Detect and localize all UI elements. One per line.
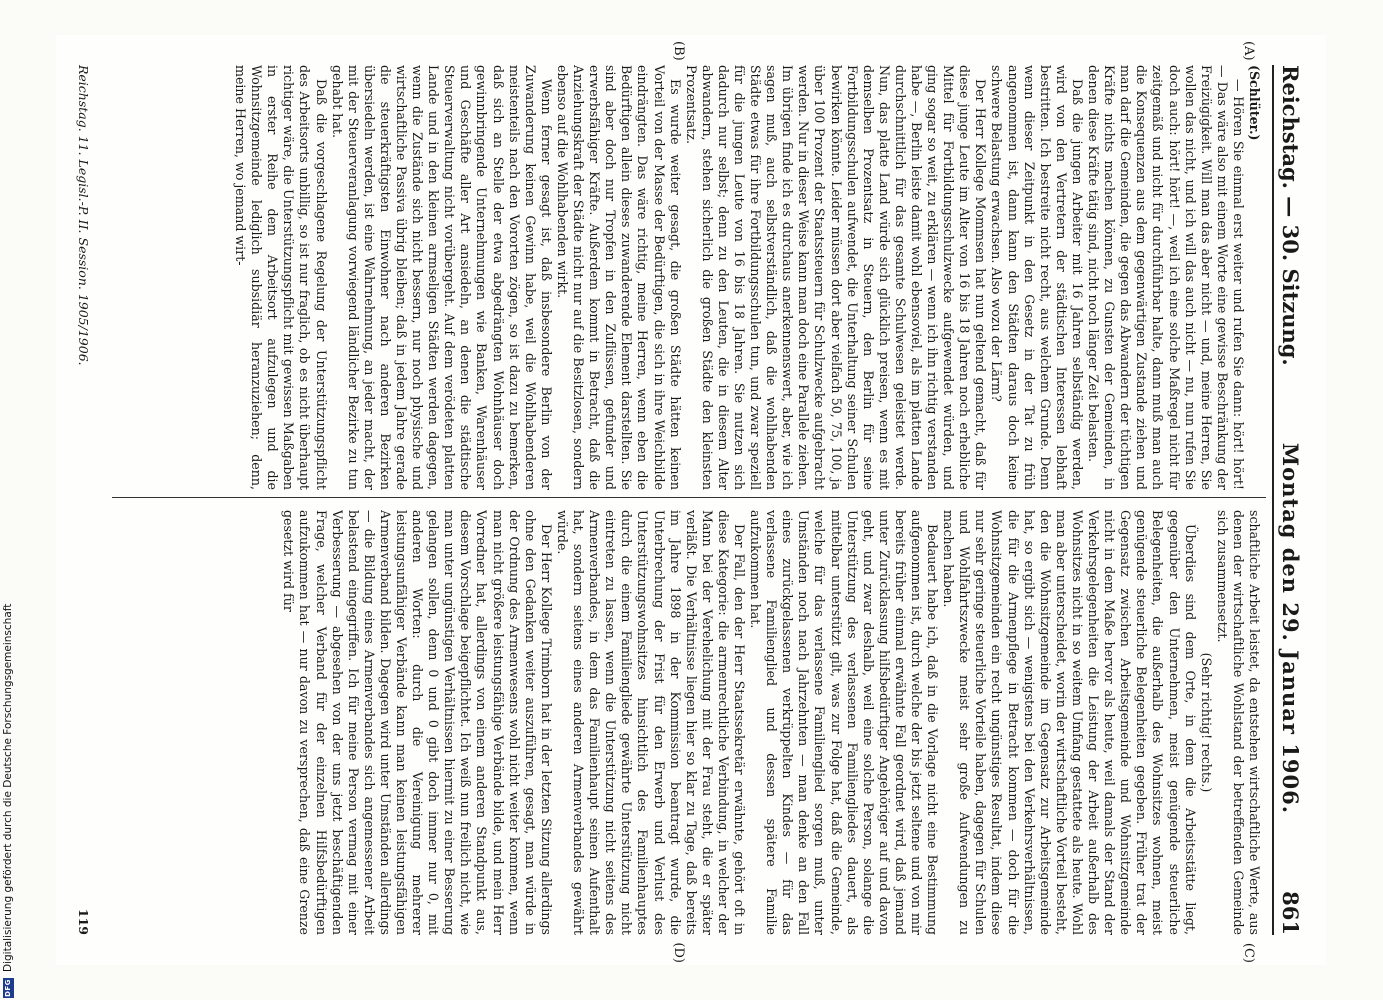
header-date: Montag den 29. Januar 1906. xyxy=(1278,442,1304,815)
margin-letter-a: (A) xyxy=(1241,41,1256,61)
paragraph: Daß die vorgeschlagene Regelung der Unterstützungspflicht des Arbeitsorts unbillig, so ist nur fraglich, ob es nicht überhaupt richtiger wäre, die Unterstützungspflicht mit gewissen Maßgaben in erster Reihe dem Arbeitsort aufzulegen und die Wohnsitzgemeinde lediglich subsidiär heranzuziehen; denn, meine Herren, wo jemand wirt- xyxy=(233,65,329,490)
header-session: Reichstag. — 30. Sitzung. xyxy=(1278,65,1304,366)
rotated-newspaper-page xyxy=(56,35,1326,965)
digitization-attribution xyxy=(2,568,14,998)
margin-letter-c: (C) xyxy=(1241,942,1256,963)
paragraph: schaftliche Arbeit leistet, da entstehen wirtschaftliche Werte, aus denen der wirtschaftliche Wohlstand der betreffenden Gemeinde sich zusammensetzt. xyxy=(1214,510,1262,935)
paragraph: Der Fall, den der Herr Staatssekretär erwähnte, gehört oft in diese Kategorie: die armenrechtliche Verbindung, in welcher der Mann bei der Verehelichung mit der Frau steht, die er später verläßt. Die Verhältnisse liegen hier so klar zu Tage, daß bereits im Jahre 1898 in der Kommission beantragt wurde, die Unterbrechung der Frist für den Erwerb und Verlust des Unterstützungswohnsitzes hinsichtlich des Familienhauptes durch die einem Familiengliede gewährte Unterstützung nicht eintreten zu lassen, wenn die Unterstützung nicht seitens des Armenverbandes, in dem das Familienhaupt seinen Aufenthalt hat, sondern seitens eines anderen Armenverbandes gewährt würde. xyxy=(554,510,747,935)
paragraph: — Hören Sie einmal erst weiter und rufen Sie dann: hört! hört! — Das wäre also mit einem Worte eine gewisse Beschränkung der Freizügigkeit. Will man das aber nicht — und, meine Herren, Sie wollen das nicht, und ich will das auch nicht — nu, nun rufen Sie doch auch: hört! hört! —, weil ich eine solche Maßregel nicht für zeitgemäß und nicht für durchführbar halte, dann muß man auch die Konsequenzen aus dem gegenwärtigen Zustande ziehen und man darf die Gemeinden, die gegen das Abwandern der tüchtigen Kräfte nichts machen können, zu Gunsten der Gemeinden, in denen diese Kräfte tätig sind, nicht noch länger Zeit belasten. xyxy=(1086,65,1246,490)
dfg-logo-icon: DFG xyxy=(3,979,12,997)
paragraph: Daß die jungen Arbeiter mit 16 Jahren selbständig werden, wird von den Vertretern der städtischen Interessen lebhaft bestritten. Ich bestreite nicht recht, aus welchem Grunde. Denn wenn dieser Zeitpunkt in den Gesetz in der Tat zu früh angenommen ist, dann kann den Städten daraus doch keine schwere Belastung erwachsen. Also wozu der Lärm? xyxy=(989,65,1085,490)
footer-page-number: 119 xyxy=(76,908,92,935)
attribution-text: Digitalisierung gefördert durch die Deutsche Forschungsgemeinschaft xyxy=(2,603,14,972)
page-footer xyxy=(74,65,94,935)
page-header xyxy=(1272,65,1308,935)
paragraph: Der Herr Kollege Mommsen hat nun geltend gemacht, daß für diese junge Leute im Alter von 16 bis 18 Jahren noch erhebliche Mittel für Fortbildungsschulzwecke aufgewendet würden, und ging sogar so weit, zu erklären — wenn ich ihn richtig verstanden habe —, Berlin leiste damit wohl ebensoviel, als im platten Lande durchschnittlich für das gesamte Schulwesen geleistet werde. Nun, das platte Land würde sich glücklich preisen, wenn es mit demselben Prozentsatz in Steuern, den Berlin für seine Fortbildungsschulen aufwendet, die Unterhaltung seiner Schulen bewirken könnte. Leider müssen dort aber vielfach 50, 75, 100, ja über 100 Prozent der Staatssteuern für Schulzwecke aufgebracht werden. Nur in dieser Weise kann man doch eine Parallele ziehen. Im übrigen finde ich es durchaus anerkennenswert, aber, wie ich sagen muß, auch selbstverständlich, daß die wohlhabenden Städte etwas für ihre Fortbildungsschulen tun, und zwar speziell für die jungen Leute von 16 bis 18 Jahren. Sie nutzen sich dadurch nur selbst; denn zu den Leuten, die in diesem Alter abwandern, stehen sicherlich die großen Städte den kleinsten Prozentsatz. xyxy=(683,65,989,490)
text-column-left xyxy=(110,65,1262,490)
text-column-right xyxy=(110,510,1262,935)
header-page-number: 861 xyxy=(1278,891,1304,935)
margin-letter-d: (D) xyxy=(671,942,686,963)
paragraph: Bedauert habe ich, daß in die Vorlage nicht eine Bestimmung aufgenommen ist, durch welche der bis jetzt seltene und von mir bereits früher einmal erwähnte Fall geordnet wird, daß jemand unter Zurücklassung hilfsbedürftiger Angehöriger auf und davon geht, und zwar deshalb, weil eine solche Person, solange die Unterstützung des verlassenen Familiengliedes dauert, als mittelbar unterstützt gilt, was zur Folge hat, daß die Gemeinde, welche für das verlassene Familienglied sorgen muß, unter Umständen noch nach Jahrzehnten — man denke an den Fall eines zurückgelassenen verkrüppelten Kindes — für das verlassene Familienglied und dessen spätere Familie aufzukommen hat. xyxy=(748,510,941,935)
interjection: (Sehr richtig! rechts.) xyxy=(1198,652,1214,793)
margin-letter-b: (B) xyxy=(671,41,686,61)
paragraph: Wenn ferner gesagt ist, daß insbesondere Berlin von der Zuwanderung keinen Gewinn habe, weil die Wohlhabenderen meistenteils nach den Vororten zögen, so ist dazu zu bemerken, daß sich an Stelle der etwa abgedrängten Wohnhäuser doch gewinnbringende Unternehmungen wie Banken, Warenhäuser und Geschäfte aller Art ansiedeln, an denen die städtische Steuerverwaltung nicht vorübergeht. Auf dem verödeten platten Lande und in den kleinen armseligen Städten werden dagegen, wenn die Zustände sich nicht bessern, nur noch physische und wirtschaftliche Passiva übrig bleiben; daß in jedem Jahre gerade die steuerkräftigsten Einwohner nach anderen Bezirken übersiedeln werden, ist eine Wahrnehmung, an jeder macht, der mit der Steuerveranlagung vorwiegend ländlicher Bezirke zu tun gehabt hat. xyxy=(329,65,554,490)
paragraph: Es wurde weiter gesagt, die großen Städte hätten keinen Vorteil von der Masse der Bedürftigen, die sich in ihre Weichbilde eindrängten. Das wäre richtig, meine Herren, wenn eben die Bedürftigen allein dieses zuwanderende Element darstellten. Sie sind aber doch nur Tropfen in den Zuflüssen, gefunder und erwerbsfähiger Kräfte. Außerdem kommt in Betracht, daß die Anziehungskraft der Städte nicht nur auf die Besitzlosen, sondern ebenso auf die Wohlhabenden wirkt. xyxy=(554,65,683,490)
footer-session-info: Reichstag. 11. Legisl.-P. II. Session. 1905/1906. xyxy=(76,65,92,366)
speaker-name: (Schlüter.) xyxy=(1247,65,1262,141)
paragraph: Überdies sind dem Orte, in dem die Arbeitsstätte liegt, gegenüber den Unternehmen, meist genügende steuerliche Belegenheiten, die außerhalb des Wohnsitzes wohnen, meist genügende steuerliche Belegenheiten gegeben. Früher trat der Gegensatz zwischen Arbeitsgemeinde und Wohnsitzgemeinde nicht in dem Maße hervor als heute, weil damals der Stand der Verkehrsgelegenheiten die Leistung der Arbeit außerhalb des Wohnsitzes nicht in so weitem Umfang gestattete als heute. Wohl man aber unterscheidet, worin der wirtschaftliche Vorteil besteht, den die Wohnsitzgemeinde im Gegensatz zur Arbeitsgemeinde hat, so ergibt sich — wenigstens bei den Verkehrsverhältnissen, die für die Armenpflege in Betracht kommen — doch für die Wohnsitzgemeinden ein recht ungünstiges Resultat, indem diese nur sehr geringe steuerliche Vorteile haben, dagegen für Schulen und Wohlfahrtszwecke meist sehr große Aufwendungen zu machen haben. xyxy=(941,510,1198,935)
column-divider xyxy=(112,497,1266,498)
paragraph: Der Herr Kollege Trimborn hat in der letzten Sitzung allerdings ohne den Gedanken weiter auszuführen, gesagt, man würde in der Ordnung des Armenwesens wohl nicht weiter kommen, wenn man nicht größere leistungsfähige Verbände bilde, und mein Herr Vorredner hat, allerdings von einem anderen Standpunkt aus, diesem Vorschlage beigepflichtet. Ich weiß nun freilich nicht, wie man unter ungünstigen Verhältnissen hiermit zu einer Besserung gelangen sollen, denn 0 und 0 gibt doch immer nur 0, mit anderen Worten: durch die Vereinigung mehrerer leistungsunfähiger Verbände kann man keinen leistungsfähigen Armenverband bilden. Dagegen wird unter Umständen allerdings — die Bildung eines Armenverbandes sich angemessener Arbeit belastend eingegriffen. Ich für meine Person vermag mit einer Verbesserung — abgesehen von der uns jetzt beschäftigenden Frage, welcher Verband für der einzelnen Hilfsbedürftigen aufzukommen hat — nur davon zu versprechen, daß eine Grenze gesetzt wird für xyxy=(281,510,554,935)
